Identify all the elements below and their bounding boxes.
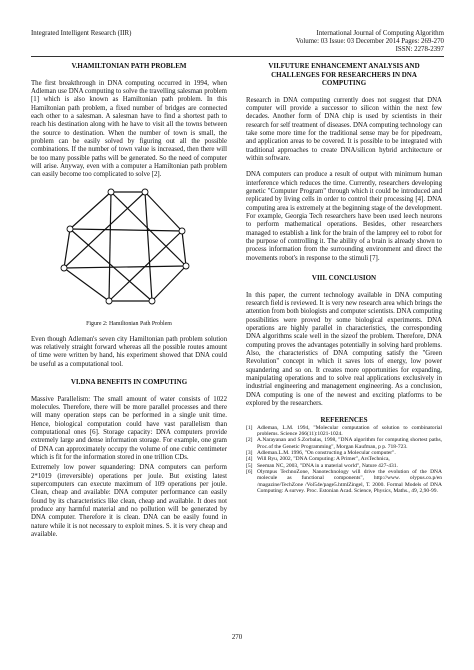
right-column [246, 62, 442, 494]
graph-edge [64, 268, 109, 301]
figure-caption: Figure 2: Hamiltonian Path Problem [86, 320, 172, 327]
reference-item: [3] Adleman.L.M. 1996, "On constructing a Molecular computer". [246, 450, 396, 457]
graph-node [149, 298, 155, 304]
journal-info [296, 30, 444, 55]
graph-edge [145, 192, 182, 231]
graph-edge [64, 266, 186, 268]
future-paragraph-2: DNA computers can produce a result of output with minimum human interference which reduces the time. Currently, researchers developing genetic "Computer Program" through which it could be introduced and replicated by living cells in order to control their processing [4]. DNA computing area is extremely at the beginning stage of the development. For example, Georgia Tech researchers have been used leech neurons to perform mathematical operations. Besides, other researchers managed to establish a link for the brain of the lamprey eel to robot for the purpose of controlling it. The ability of a brain is already shown to process information from the surrounding environment and direct the movements robot's in response to the stimuli [7]. [246, 171, 442, 262]
left-column [31, 62, 227, 539]
journal-volume: Volume: 03 Issue: 03 December 2014 Pages: 269-270 [295, 38, 444, 46]
graph-edge [70, 229, 152, 301]
graph-edge [152, 266, 186, 301]
section-heading-hamiltonian: V.HAMILTONIAN PATH PROBLEM [71, 62, 187, 70]
section-heading-conclusion: VIII. CONCLUSION [311, 274, 377, 283]
graph-edge [70, 229, 182, 231]
graph-edge [70, 192, 111, 229]
reference-item: [5] Seeman NC, 2003, "DNA in a material world", Nature 427-431. [246, 462, 398, 469]
reference-item: [2] A.Narayanan and S.Zorbalas, 1998, "DNA algorithm for computing shortest paths, Proc.of the Genetic Programming", Morgan Kaufman, p p. 718-723. [246, 437, 442, 450]
graph-node [106, 298, 112, 304]
graph-edge [145, 192, 152, 301]
benefits-paragraph-2: Extremely low power squandering: DNA computers can perform 2*1019 (irreversible) operations per joule. But existing latest supercomputers can execute maximum of 109 operations per joule. Clean, cheap and available: DNA computer performance can easily found by its characteristics like clean, cheap and available. It does not produce any harmful material and no pollution will be generated by DNA computer. Therefore it is clean. DNA can be easily found in nature while it is not necessary to exploit mines. S. it is very cheap and available. [31, 464, 227, 538]
journal-issn: ISSN: 2278-2397 [395, 46, 444, 54]
journal-publisher: Integrated Intelligent Research (IIR) [31, 30, 132, 37]
graph-edge [64, 229, 70, 268]
reference-item: [6] Olympus TechnoZone, Nanotechnology will drive the evolution of the DNA molecule as functional components", http://www. olypus.co.p/en /magazine/TechZone /Vol54e/page5.htmlZingel, T. 2000. Formal Models of DNA Computing: A survey. Proc. Estonian Acad. Science, Physics, Maths., 49, 2,90-99. [246, 468, 442, 494]
hamiltonian-paragraph-1: The first breakthrough in DNA computing occurred in 1994, when Adleman use DNA computing to solve the travelling salesman problem [1] which is also known as Hamiltonian path problem. In this Hamiltonian path problem, a fixed number of bridges are connected each other to a salesman. A salesman have to find a shortest path to reach his destination along with he have to visit all the towns between the source to destination. When the number of town is small, the problem can be easily solved by figuring out all the possible combinations. If the number of town value is increased, then there will be too many possible paths will be generated. So the need of computer will arise. Anyway, even with a computer a Hamiltonian path problem can easily become too complicated to solve [2]. [31, 79, 227, 179]
conclusion-paragraph: In this paper, the current technology available in DNA computing research field is reviewed. It is very new research area which brings the attention from both biologists and computer scientists. DNA computing possibilities were proved by some biological experiments. DNA operations are highly parallel in characteristics, the corresponding DNA algorithms scale well in the sizeof the problem. Therefore, DNA computing proves the advantages potentially in solving hard problems. Also, the characteristics of DNA computing satisfy the "Green Revolution" concept in which it saves lots of energy, low power squandering and so on. It creates more opportunities for expanding, manipulating operations and to solve real applications exclusively in industrial engineering and management engineering. As a conclusion, DNA computing is one of the newest and exciting platforms to be explored by the researchers. [246, 291, 442, 407]
journal-title: International Journal of Computing Algorithm [316, 30, 444, 37]
section-heading-future: VII.FUTURE ENHANCEMENT ANALYSIS AND CHALLENGES FOR RESEARCHERS IN DNA COMPUTING [268, 62, 420, 87]
hamiltonian-graph-svg [57, 182, 199, 311]
future-paragraph-1: Research in DNA computing currently does not suggest that DNA computer will provide a successor to silicon within the next few decades. Another form of DNA chip is used by scientists in their research for self treatment of diseases. DNA computing technology can take some more time for the traditional sense may be for pipedream, and application areas to be covered. It is possible to be integrated with traditional approaches to create DNA/silicon hybrid architecture or within software. [246, 96, 442, 162]
graph-edge [182, 231, 186, 266]
figure-hamiltonian-graph [57, 182, 199, 311]
reference-item: [4] Will Ryu, 2002, "DNA Computing: A Primer", ArsTechnica, [246, 456, 390, 463]
references-list [246, 425, 442, 494]
reference-item: [1] Adleman, L.M. 1994, "Molecular computation of solution to combinatorial problems. Science 266(11):1021-1024. [246, 424, 442, 438]
graph-node [67, 226, 73, 232]
graph-node [61, 265, 67, 271]
graph-node [142, 189, 148, 195]
references-heading: REFERENCES [320, 416, 368, 425]
benefits-paragraph-1: Massive Parallelism: The small amount of water consists of 1022 molecules. Therefore, there will be more parallel processes and there will many operation steps can be performed in a single unit time. Hence, biological computation could have vast parallelism than computational ones [6]. Storage capacity: DNA computers provide extremely large and dense information storage. For example, one gram of DNA can approximately occupy the volume of one cubic centimeter which is fit for the information stored in one trillion CDs. [31, 395, 227, 461]
graph-edge [109, 192, 111, 301]
graph-node [179, 228, 185, 234]
header-rule [31, 56, 444, 57]
section-heading-benefits: VI.DNA BENEFITS IN COMPUTING [70, 378, 188, 386]
graph-node [108, 189, 114, 195]
graph-node [183, 263, 189, 269]
page-number: 270 [231, 634, 243, 641]
hamiltonian-paragraph-2: Even though Adleman's seven city Hamiltonian path problem solution was relatively straight forward whereas all the possible routes amount of time were written by hand, his experiment showed that DNA could be useful as a computational tool. [31, 335, 227, 368]
